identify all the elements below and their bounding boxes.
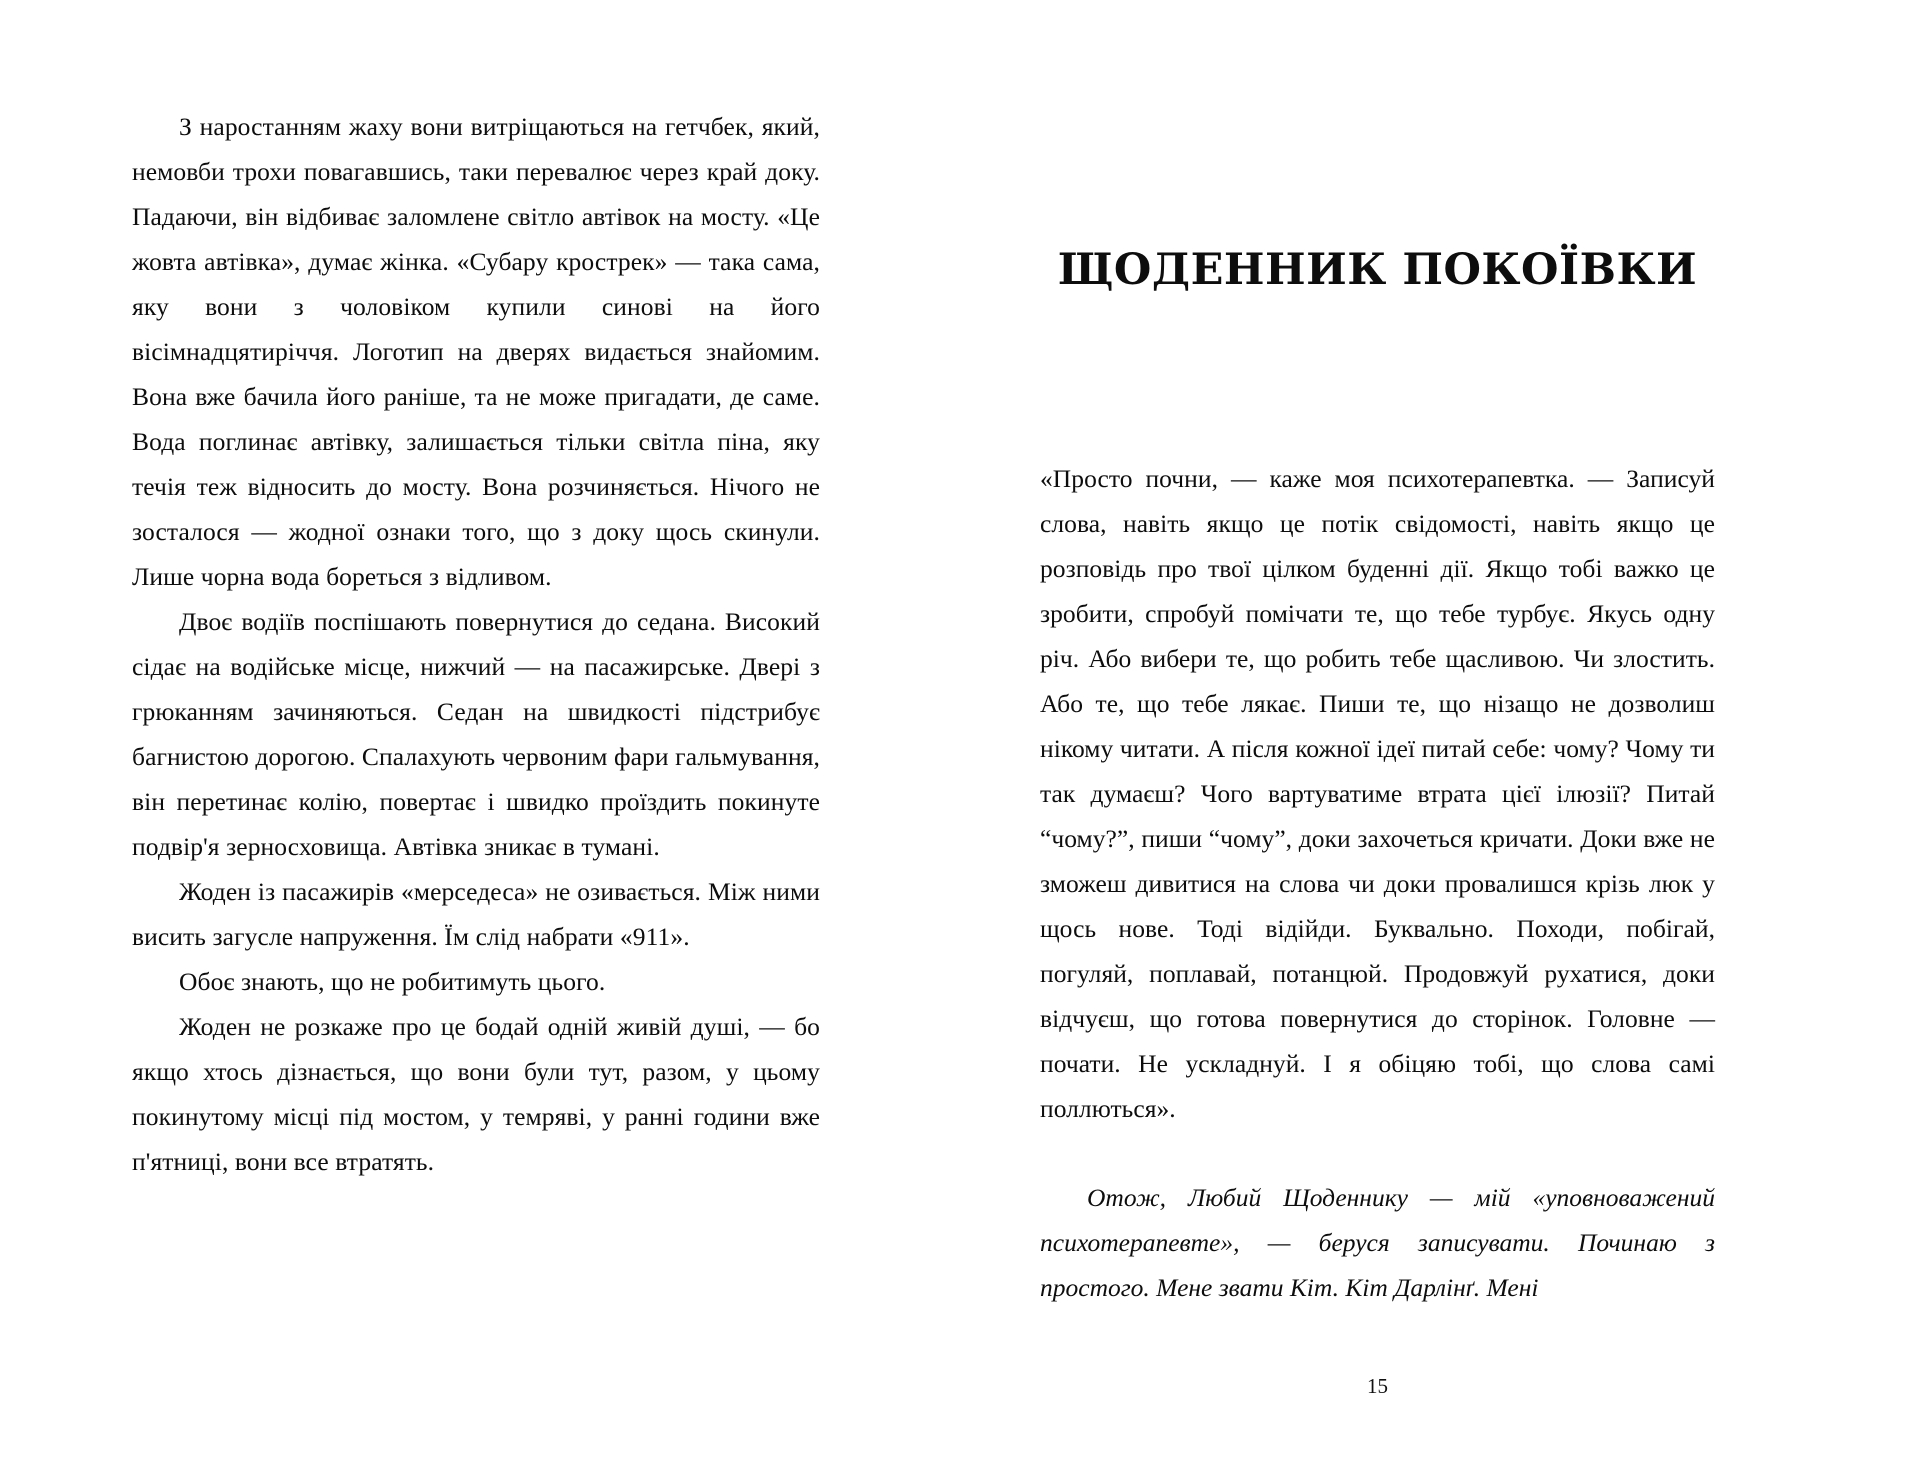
right-page-body [1040, 456, 1715, 1131]
diary-note [1040, 1175, 1715, 1310]
paragraph: Двоє водіїв поспішають повернутися до седана. Високий сідає на водійське місце, нижчий — на пасажирське. Двері з грюканням зачиняються. Седан на швидкості підстрибує багнистою дорогою. Спалахують червоним фари гальмування, він перетинає колію, повертає і швидко проїздить покинуте подвір'я зерносховища. Автівка зникає в тумані. [132, 607, 820, 861]
paragraph: Обоє знають, що не робитимуть цього. [179, 967, 606, 996]
right-page [960, 0, 1920, 1477]
paragraph: Жоден із пасажирів «мерседеса» не озивається. Між ними висить загусле напруження. Їм слід набрати «911». [132, 877, 820, 951]
paragraph-italic: Отож, Любий Щоденнику — мій «уповноважений психотерапевте», — беруся записувати. Починаю з простого. Мене звати Кіт. Кіт Дарлінґ. Мені [1040, 1183, 1715, 1302]
chapter-title: ЩОДЕННИК ПОКОЇВКИ [1057, 245, 1698, 295]
paragraph: З наростанням жаху вони витріщаються на гетчбек, який, немовби трохи повагавшись, таки перевалює через край доку. Падаючи, він відбиває заломлене світло автівок на мосту. «Це жовта автівка», думає жінка. «Субару крострек» — така сама, яку вони з чоловіком купили синові на його вісімнадцятиріччя. Логотип на дверях видається знайомим. Вона вже бачила його раніше, та не може пригадати, де саме. Вода поглинає автівку, залишається тільки світла піна, яку течія теж відносить до мосту. Вона розчиняється. Нічого не зосталося — жодної ознаки того, що з доку щось скинули. Лише чорна вода бореться з відливом. [132, 112, 820, 591]
page-number: 15 [1367, 1374, 1388, 1398]
paragraph: «Просто почни, — каже моя психотерапевтка. — Записуй слова, навіть якщо це потік свідомості, навіть якщо це розповідь про твої цілком буденні дії. Якщо тобі важко це зробити, спробуй помічати те, що тебе турбує. Якусь одну річ. Або вибери те, що робить тебе щасливою. Чи злостить. Або те, що тебе лякає. Пиши те, що нізащо не дозволиш нікому читати. А після кожної ідеї питай себе: чому? Чому ти так думаєш? Чого вартуватиме втрата цієї ілюзії? Питай “чому?”, пиши “чому”, доки захочеться кричати. Доки вже не зможеш дивитися на слова чи доки провалишся крізь люк у щось нове. Тоді відійди. Буквально. Походи, побігай, погуляй, поплавай, потанцюй. Продовжуй рухатися, доки відчуєш, що готова повернутися до сторінок. Головне — почати. Не ускладнуй. І я обіцяю тобі, що слова самі поллються». [1040, 464, 1715, 1123]
left-page-body [132, 104, 820, 1184]
paragraph: Жоден не розкаже про це бодай одній живій душі, — бо якщо хтось дізнається, що вони були тут, разом, у цьому покинутому місці під мостом, у темряві, у ранні години вже п'ятниці, вони все втратять. [132, 1012, 820, 1176]
